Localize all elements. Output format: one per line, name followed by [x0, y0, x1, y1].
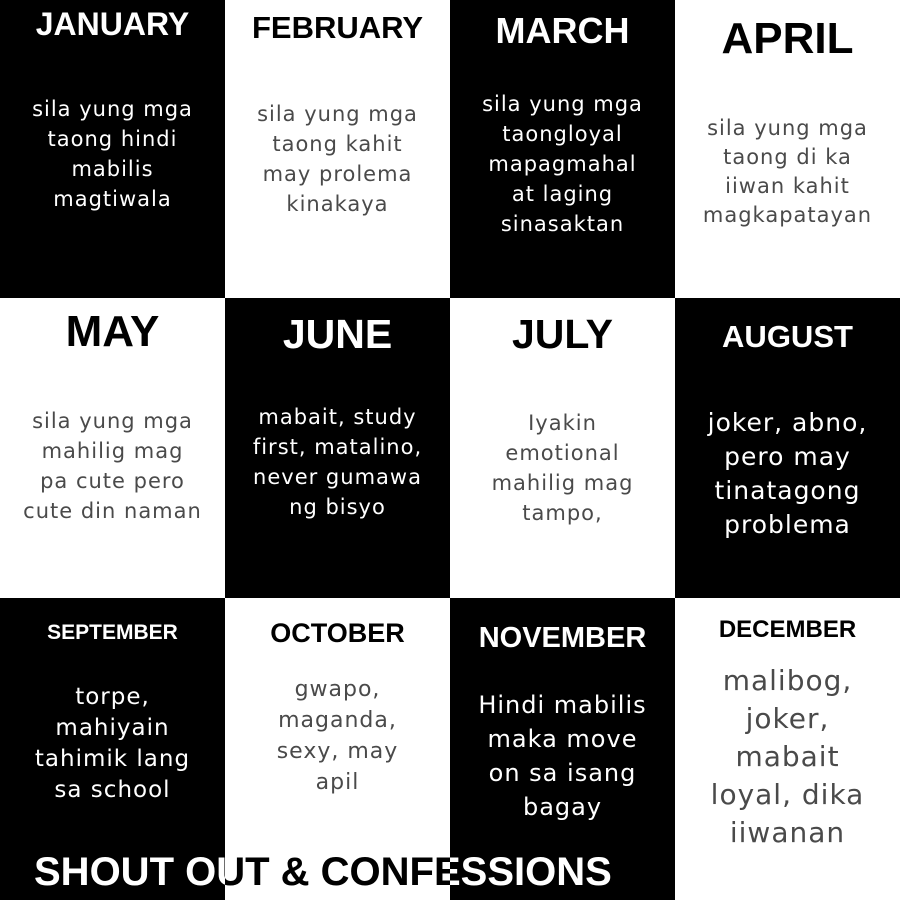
month-description: mabait, study first, matalino, never gumawa ng bisyo: [252, 405, 423, 519]
month-cell-march: [450, 0, 675, 298]
month-description: Hindi mabilis maka move on sa isang bagay: [478, 691, 647, 821]
month-cell-july: [450, 298, 675, 598]
month-title: MAY: [65, 307, 160, 356]
month-cell-august: [675, 298, 900, 598]
month-description: sila yung mga taong hindi mabilis magtiwala: [32, 97, 193, 211]
month-cell-january: [0, 0, 225, 298]
month-cell-june: [225, 298, 450, 598]
month-description: joker, abno, pero may tinatagong problema: [707, 408, 868, 539]
month-description: sila yung mga mahilig mag pa cute pero cute din naman: [23, 409, 202, 523]
month-title: OCTOBER: [270, 618, 405, 648]
month-cell-may: [0, 298, 225, 598]
month-title: APRIL: [721, 14, 854, 63]
month-title: SEPTEMBER: [47, 621, 178, 644]
month-description: malibog, joker, mabait loyal, dika iiwanan: [710, 664, 865, 849]
month-title: FEBRUARY: [251, 10, 424, 45]
month-title: MARCH: [495, 10, 630, 51]
month-title: NOVEMBER: [478, 622, 647, 654]
month-title: AUGUST: [722, 319, 853, 354]
month-description: Iyakin emotional mahilig mag tampo,: [491, 411, 634, 525]
month-description: gwapo, maganda, sexy, may apil: [276, 677, 399, 795]
month-cell-february: [225, 0, 450, 298]
month-description: torpe, mahiyain tahimik lang sa school: [34, 684, 191, 803]
month-title: DECEMBER: [718, 616, 857, 643]
month-title: JULY: [511, 311, 614, 357]
footer-banner: SHOUT OUT & CONFESSIONS: [34, 850, 612, 894]
month-description: sila yung mga taong di ka iiwan kahit magkapatayan: [702, 116, 873, 227]
month-title: JANUARY: [35, 6, 190, 42]
month-description: sila yung mga taongloyal mapagmahal at laging sinasaktan: [482, 92, 643, 236]
month-cell-april: [675, 0, 900, 298]
month-description: sila yung mga taong kahit may prolema kinakaya: [257, 102, 418, 216]
month-title: JUNE: [282, 311, 393, 357]
